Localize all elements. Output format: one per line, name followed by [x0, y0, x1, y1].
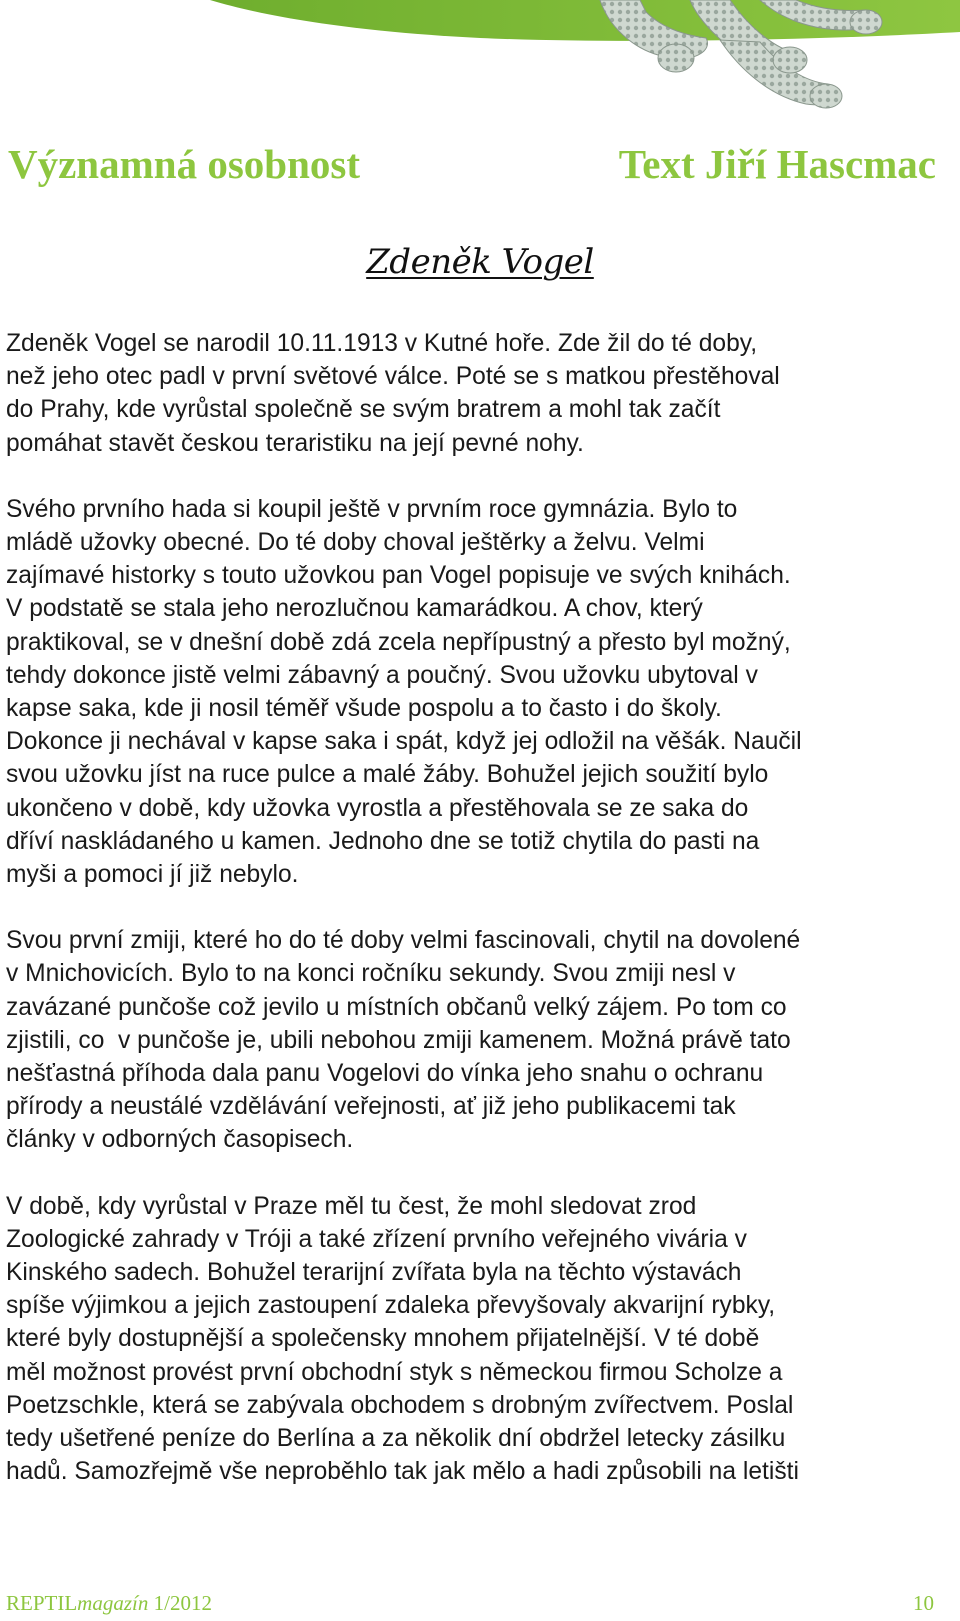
text-line: zavázané punčoše což jevilo u místních občanů velký zájem. Po tom co: [6, 993, 787, 1021]
paragraph: [6, 327, 941, 460]
text-line: nešťastná příhoda dala panu Vogelovi do vínka jeho snahu o ochranu: [6, 1060, 764, 1088]
paragraph: [6, 924, 941, 1156]
text-line: Dokonce ji nechával v kapse saka i spát, když jej odložil na věšák. Naučil: [6, 728, 802, 756]
paragraph: [6, 1190, 941, 1489]
page-header: [8, 140, 936, 196]
text-line: do Prahy, kde vyrůstal společně se svým bratrem a mohl tak začít: [6, 396, 721, 424]
text-line: Poetzschkle, která se zabývala obchodem s drobným zvířectvem. Poslal: [6, 1391, 794, 1419]
text-line: myši a pomoci jí již nebylo.: [6, 861, 299, 889]
gecko-feet-banner-icon: [0, 0, 960, 110]
text-line: Zoologické zahrady v Tróji a také zřízení prvního veřejného vivária v: [6, 1225, 747, 1253]
text-line: pomáhat stavět českou teraristiku na její pevné nohy.: [6, 429, 584, 457]
text-line: než jeho otec padl v první světové válce. Poté se s matkou přestěhoval: [6, 363, 780, 391]
author-credit: Text Jiří Hascmac: [618, 141, 936, 187]
text-line: svou užovku jíst na ruce pulce a malé žáby. Bohužel jejich soužití bylo: [6, 761, 769, 789]
text-line: přírody a neustálé vzdělávání veřejnosti, ať již jeho publikacemi tak: [6, 1093, 736, 1121]
article-title: Zdeněk Vogel: [366, 242, 594, 282]
text-line: ukončeno v době, kdy užovka vyrostla a přestěhovala se ze saka do: [6, 794, 749, 822]
text-line: tehdy dokonce jistě velmi zábavný a poučný. Svou užovku ubytoval v: [6, 661, 758, 689]
text-line: tedy ušetřené peníze do Berlína a za několik dní obdržel letecky zásilku: [6, 1425, 786, 1453]
text-line: Svého prvního hada si koupil ještě v prvním roce gymnázia. Bylo to: [6, 495, 738, 523]
text-line: spíše výjimkou a jejich zastoupení zdaleka převyšovaly akvarijní rybky,: [6, 1292, 776, 1320]
text-line: V podstatě se stala jeho nerozlučnou kamarádkou. A chov, který: [6, 595, 703, 623]
text-line: Kinského sadech. Bohužel terarijní zvířata byla na těchto výstavách: [6, 1259, 742, 1287]
issue-number: 1/2012: [148, 1591, 212, 1615]
paragraph: [6, 493, 941, 891]
text-line: hadů. Samozřejmě vše neproběhlo tak jak mělo a hadi způsobili na letišti: [6, 1458, 799, 1486]
text-line: které byly dostupnější a společensky mnohem přijatelnější. V té době: [6, 1325, 760, 1353]
magazine-name: [6, 1591, 212, 1616]
text-line: zjistili, co v punčoše je, ubili nebohou zmiji kamenem. Možná právě tato: [6, 1026, 791, 1054]
article-body: [6, 327, 941, 1522]
text-line: Zdeněk Vogel se narodil 10.11.1913 v Kutné hoře. Zde žil do té doby,: [6, 330, 758, 357]
text-line: praktikoval, se v dnešní době zdá zcela nepřípustný a přesto byl možný,: [6, 628, 791, 656]
text-line: V době, kdy vyrůstal v Praze měl tu čest, že mohl sledovat zrod: [6, 1192, 697, 1220]
magazine-prefix: REPTIL: [6, 1591, 78, 1615]
text-line: v Mnichovicích. Bylo to na konci ročníku sekundy. Svou zmiji nesl v: [6, 960, 736, 988]
page-number: 10: [913, 1591, 934, 1615]
header-banner: [0, 0, 960, 110]
text-line: Svou první zmiji, které ho do té doby velmi fascinovali, chytil na dovolené: [6, 927, 801, 955]
text-line: mládě užovky obecné. Do té doby choval ještěrky a želvu. Velmi: [6, 529, 705, 557]
magazine-suffix: magazín: [77, 1591, 149, 1615]
text-line: měl možnost provést první obchodní styk s německou firmou Scholze a: [6, 1358, 783, 1386]
text-line: zajímavé historky s touto užovkou pan Vogel popisuje ve svých knihách.: [6, 562, 791, 590]
page-footer: [6, 1591, 934, 1616]
text-line: články v odborných časopisech.: [6, 1126, 354, 1154]
text-line: dříví naskládaného u kamen. Jednoho dne se totiž chytila do pasti na: [6, 827, 760, 855]
text-line: kapse saka, kde ji nosil téměř všude pospolu a to často i do školy.: [6, 695, 722, 723]
section-title: Významná osobnost: [8, 141, 360, 187]
